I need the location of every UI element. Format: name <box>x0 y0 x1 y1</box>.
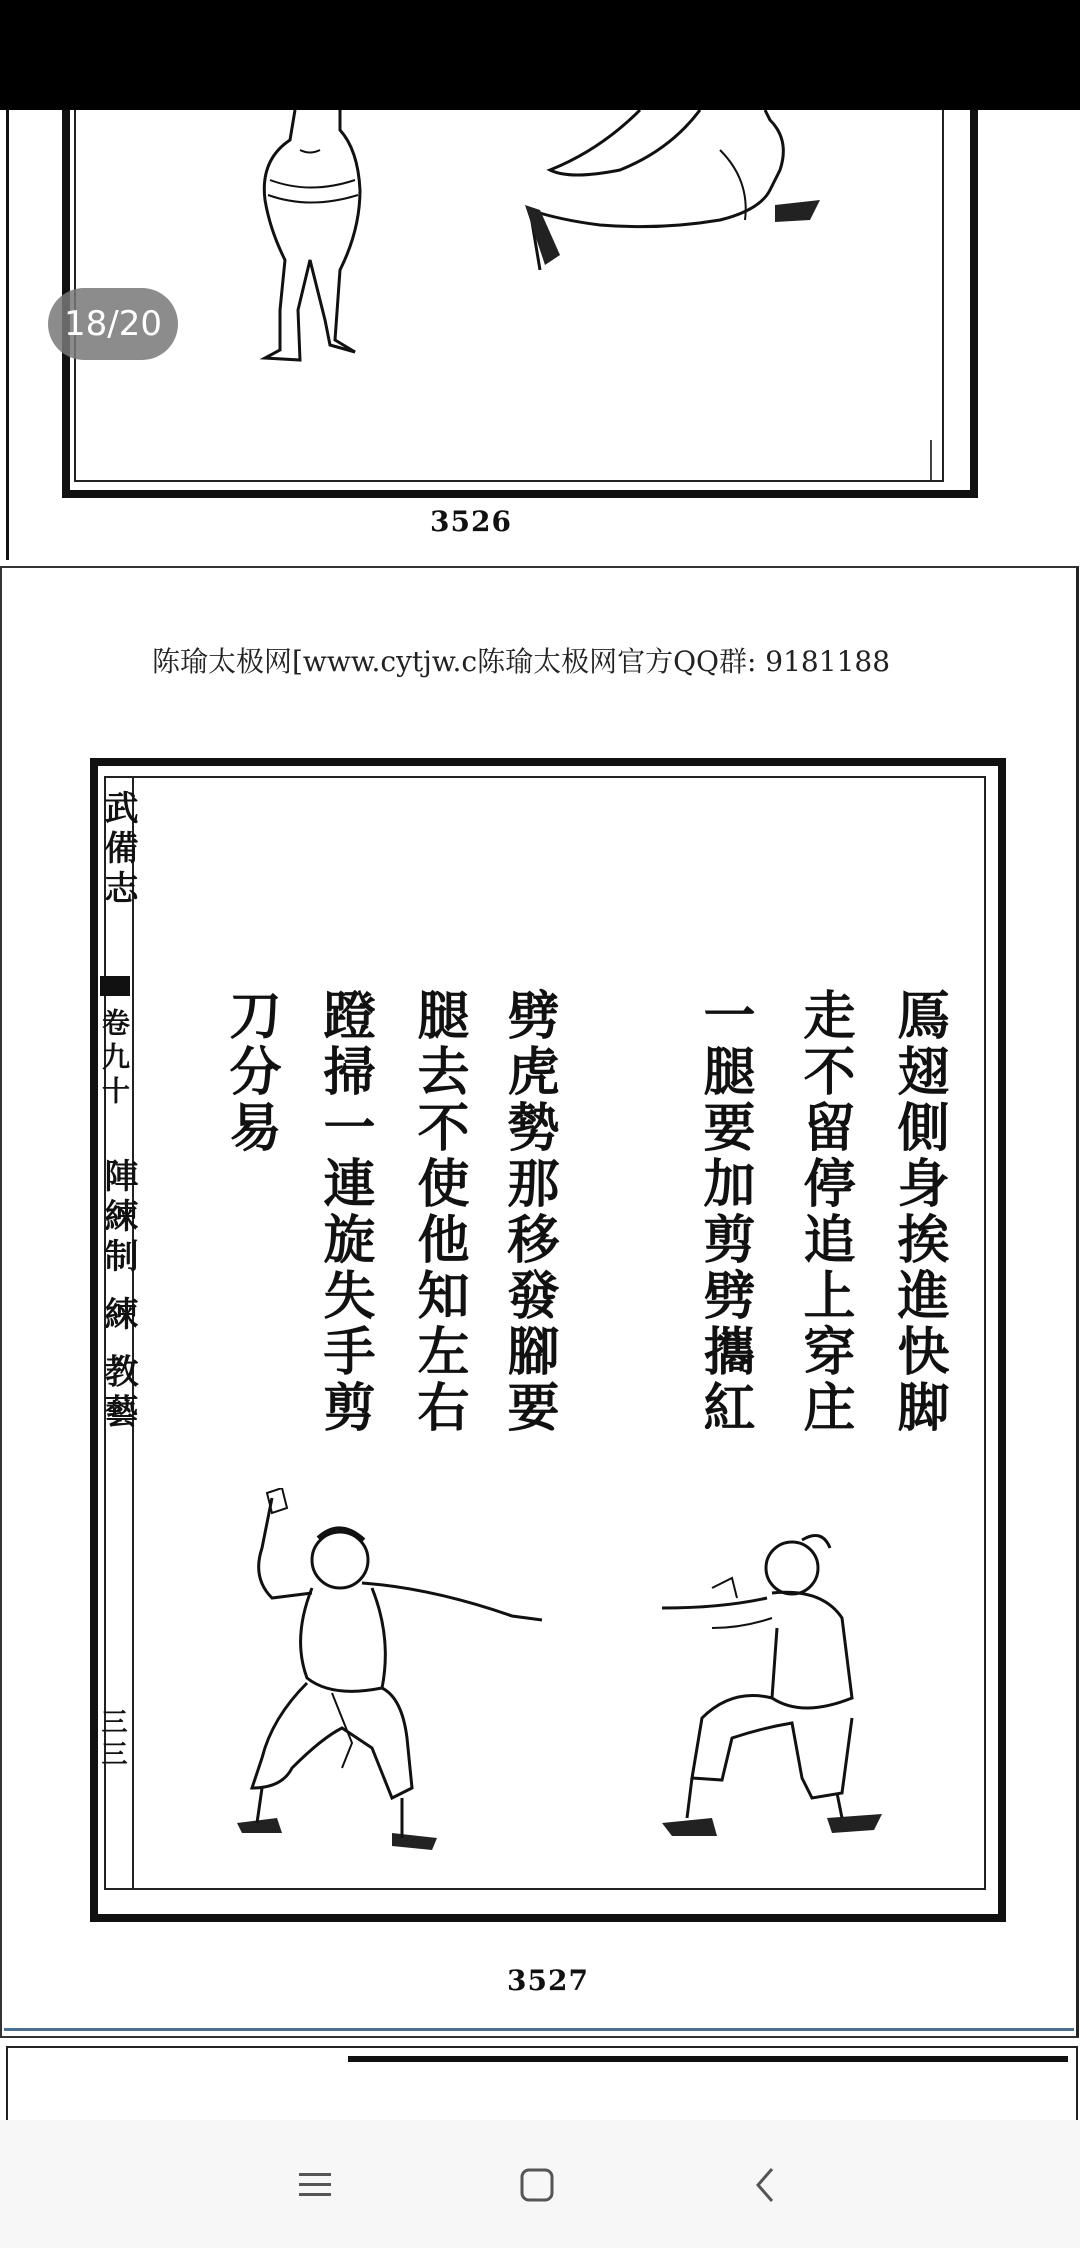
back-chevron-icon <box>750 2165 780 2205</box>
page-frame-top <box>348 2056 1068 2062</box>
scan-page-next <box>6 2046 1078 2120</box>
menu-icon <box>297 2170 333 2200</box>
status-bar <box>0 0 1080 110</box>
verse-column-1: 鳫翅側身挨進快脚 <box>888 988 949 1436</box>
page-divider <box>4 2028 1074 2031</box>
verse-column-5: 腿去不使他知左右 <box>408 988 469 1436</box>
image-viewer[interactable] <box>0 110 1080 2120</box>
watermark-text: 陈瑜太极网[www.cytjw.c陈瑜太极网官方QQ群: 9181188 <box>152 645 891 678</box>
home-button[interactable] <box>492 2140 582 2230</box>
margin-book-title: 武備志 <box>98 790 138 910</box>
fish-tail-mark <box>100 976 130 996</box>
figure-illustration-crouch <box>520 110 840 270</box>
page-number: 3527 <box>507 1964 589 1997</box>
margin-section: 陣練制 練 教藝 <box>98 1158 138 1434</box>
fighter-illustration-right <box>652 1518 912 1848</box>
margin-folio: 三三 <box>97 1708 127 1772</box>
page-number: 3526 <box>430 505 512 538</box>
image-counter-badge: 18/20 <box>48 288 178 360</box>
home-square-icon <box>519 2167 555 2203</box>
fighter-illustration-left <box>232 1488 572 1868</box>
scan-page-3527 <box>0 566 1079 2038</box>
menu-button[interactable] <box>270 2140 360 2230</box>
left-edge-line <box>6 110 9 560</box>
back-button[interactable] <box>720 2140 810 2230</box>
verse-column-2: 走不留停追上穿庄 <box>794 988 855 1436</box>
figure-illustration-legs <box>240 110 400 370</box>
verse-column-3: 一腿要加剪劈攜紅 <box>694 988 755 1436</box>
verse-column-6: 蹬掃一連旋失手剪 <box>314 988 375 1436</box>
verse-column-4: 劈虎勢那移發腳要 <box>498 988 559 1436</box>
verse-column-7: 刀分易 <box>220 988 281 1156</box>
small-mark <box>930 440 932 480</box>
margin-volume: 卷九十 <box>98 1008 131 1110</box>
